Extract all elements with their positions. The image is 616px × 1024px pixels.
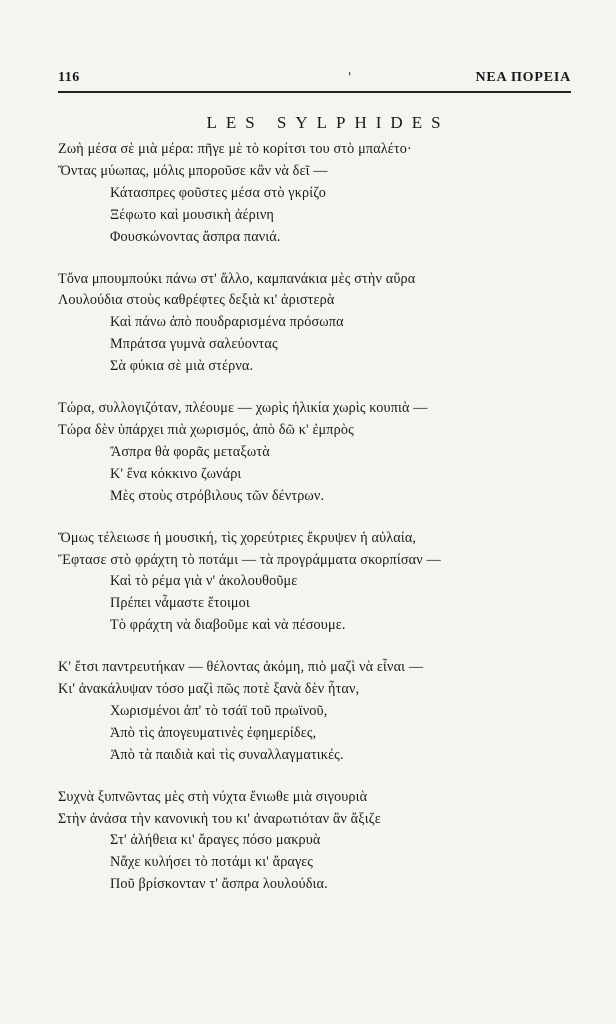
page-header	[58, 70, 571, 92]
stanza	[58, 269, 578, 379]
poem-line: Ἀπὸ τὰ παιδιὰ καὶ τὶς συναλλαγματικές.	[110, 746, 344, 763]
header-rule	[58, 91, 571, 93]
poem-body	[58, 139, 578, 916]
poem-line: Κ' ἔτσι παντρευτήκαν — θέλοντας ἀκόμη, πιὸ μαζὶ νὰ εἶναι —	[58, 659, 424, 676]
poem-line: Μὲς στοὺς στρόβιλους τῶν δέντρων.	[110, 487, 325, 504]
poem-line: Ἀπὸ τὶς ἀπογευματινὲς ἐφημερίδες,	[110, 724, 317, 741]
stanza	[58, 139, 578, 249]
running-head-journal-title: ΝΕΑ ΠΟΡΕΙΑ	[475, 70, 571, 85]
stanza	[58, 787, 578, 897]
poem-line: Καὶ πάνω ἀπὸ πουδραρισμένα πρόσωπα	[110, 314, 344, 331]
poem-line: Κάτασπρες φοῦστες μέσα στὸ γκρίζο	[110, 184, 326, 201]
poem-line: Στὴν ἀνάσα τὴν κανονικὴ του κι' ἀναρωτιόταν ἂν ἄξιζε	[58, 810, 381, 827]
poem-line: Σὰ φύκια σὲ μιὰ στέρνα.	[110, 358, 254, 375]
poem-line: Μπράτσα γυμνὰ σαλεύοντας	[110, 336, 278, 353]
stanza	[58, 528, 578, 638]
poem-line: Λουλούδια στοὺς καθρέφτες δεξιὰ κι' ἀριστερὰ	[58, 292, 335, 309]
poem-title: LES SYLPHIDES	[206, 113, 450, 132]
poem-line: Χωρισμένοι ἀπ' τὸ τσάϊ τοῦ πρωϊνοῦ,	[110, 702, 328, 719]
poem-line: Πρέπει νἆμαστε ἕτοιμοι	[110, 595, 250, 612]
poem-line: Φουσκώνοντας ἄσπρα πανιά.	[110, 228, 281, 245]
stanza	[58, 657, 578, 767]
poem-line: Συχνὰ ξυπνῶντας μὲς στὴ νύχτα ἔνιωθε μιὰ σιγουριὰ	[58, 788, 368, 805]
poem-line: Κι' ἀνακάλυψαν τόσο μαζὶ πῶς ποτὲ ξανὰ δὲν ἦταν,	[58, 681, 360, 698]
poem-line: Νἄχε κυλήσει τὸ ποτάμι κι' ἄραγες	[110, 854, 314, 871]
poem-line: Ὅμως τέλειωσε ἡ μουσική, τὶς χορεύτριες ἔκρυψεν ἡ αὐλαία,	[58, 529, 417, 546]
poem-line: Ζωὴ μέσα σὲ μιὰ μέρα: πῆγε μὲ τὸ κορίτσι του στὸ μπαλέτο·	[58, 141, 412, 157]
poem-line: Ποῦ βρίσκονταν τ' ἄσπρα λουλούδια.	[110, 876, 328, 893]
poem-line: Τώρα, συλλογιζόταν, πλέουμε — χωρὶς ἡλικία χωρὶς κουπιὰ —	[58, 400, 428, 417]
poem-line: Τώρα δὲν ὑπάρχει πιὰ χωρισμός, ἀπὸ δῶ κ' ἐμπρὸς	[58, 421, 354, 438]
poem-line: Ἄσπρα θὰ φορᾶς μεταξωτὰ	[110, 443, 270, 460]
poem-line: Καὶ τὸ ρέμα γιὰ ν' ἀκολουθοῦμε	[110, 573, 298, 590]
poem-line: Ὄντας μύωπας, μόλις μποροῦσε κἂν νὰ δεῖ —	[58, 162, 328, 179]
poem-line: Ξέφωτο καὶ μουσικὴ ἀέρινη	[110, 206, 274, 223]
header-mark: '	[348, 70, 352, 84]
poem-line: Ἔφτασε στὸ φράχτη τὸ ποτάμι — τὰ προγράμματα σκορπίσαν —	[58, 551, 441, 568]
poem-line: Τὄνα μπουμπούκι πάνω στ' ἄλλο, καμπανάκια μὲς στὴν αὔρα	[58, 270, 416, 287]
stanza	[58, 398, 578, 508]
poem-line: Στ' ἀλήθεια κι' ἄραγες πόσο μακρυὰ	[110, 832, 321, 849]
page-number: 116	[58, 70, 80, 85]
poem-line: Τὸ φράχτη νὰ διαβοῦμε καὶ νὰ πέσουμε.	[110, 617, 346, 634]
poem-line: Κ' ἕνα κόκκινο ζωνάρι	[110, 465, 242, 482]
